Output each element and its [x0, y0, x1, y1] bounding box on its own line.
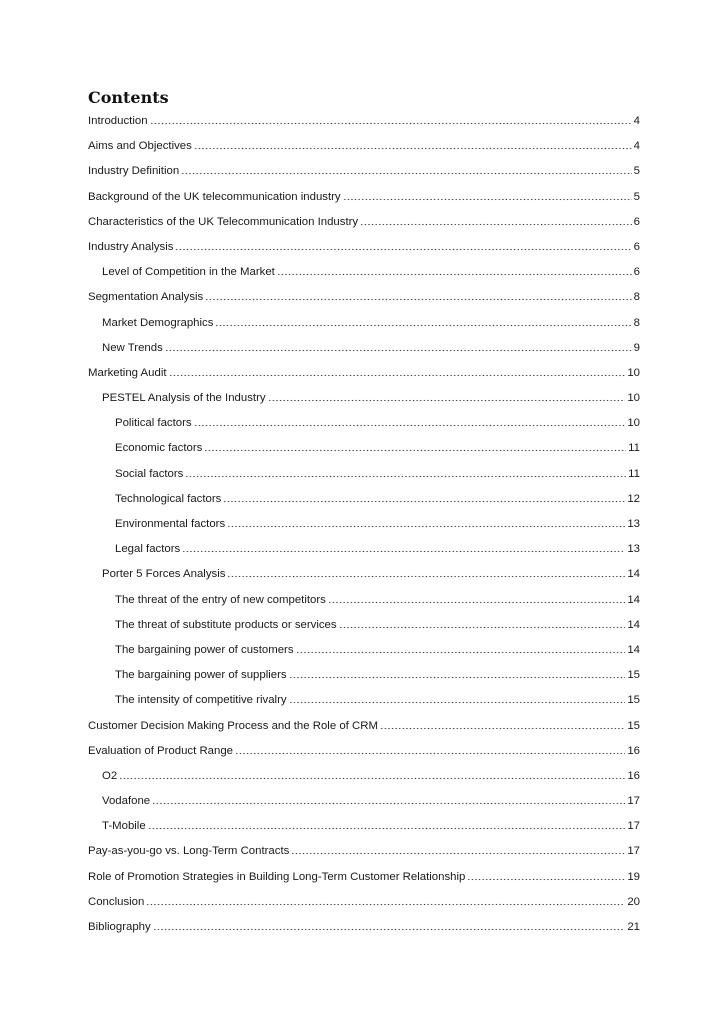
toc-entry-page-number: 5 [633, 190, 640, 203]
toc-dot-leader [291, 841, 625, 855]
toc-entry-page-number: 21 [627, 921, 640, 933]
toc-dot-leader [169, 363, 626, 377]
toc-entry-page-number: 11 [628, 467, 640, 480]
toc-entry[interactable] [88, 790, 640, 815]
toc-entry-label: Characteristics of the UK Telecommunication Industry [88, 215, 359, 228]
toc-entry-label: Introduction [88, 115, 148, 127]
toc-entry-label: Evaluation of Product Range [88, 744, 234, 757]
toc-entry[interactable] [88, 362, 640, 387]
toc-entry[interactable] [88, 689, 640, 714]
toc-dot-leader [343, 187, 632, 201]
toc-entry-label: The threat of the entry of new competitors [115, 593, 326, 606]
toc-dot-leader [223, 489, 625, 503]
toc-dot-leader [181, 161, 631, 175]
toc-entry-label: Bibliography [88, 921, 151, 933]
toc-entry-label: The bargaining power of customers [115, 643, 294, 656]
toc-dot-leader [328, 590, 625, 604]
toc-entry-page-number: 8 [633, 291, 640, 304]
toc-entry[interactable] [88, 160, 640, 185]
toc-entry[interactable] [88, 614, 640, 639]
toc-title: Contents [88, 88, 169, 107]
toc-entry[interactable] [88, 840, 640, 865]
toc-dot-leader [194, 413, 626, 427]
toc-entry-label: Porter 5 Forces Analysis [102, 568, 226, 581]
toc-list [88, 110, 640, 941]
toc-entry-page-number: 13 [627, 543, 640, 556]
toc-entry-page-number: 10 [627, 392, 640, 405]
toc-entry-label: Segmentation Analysis [88, 291, 204, 304]
toc-dot-leader [339, 615, 626, 629]
toc-entry-label: PESTEL Analysis of the Industry [102, 392, 266, 405]
toc-entry-label: Environmental factors [115, 518, 226, 530]
toc-dot-leader [165, 338, 632, 352]
toc-entry-page-number: 14 [627, 643, 640, 656]
toc-entry-page-number: 16 [627, 769, 640, 782]
toc-dot-leader [235, 741, 625, 755]
toc-entry[interactable] [88, 437, 640, 462]
toc-dot-leader [227, 514, 625, 528]
toc-dot-leader [194, 136, 632, 150]
toc-entry[interactable] [88, 412, 640, 437]
toc-entry-page-number: 15 [627, 719, 640, 732]
toc-entry-label: O2 [102, 769, 118, 782]
toc-entry-label: Legal factors [115, 543, 181, 556]
toc-entry[interactable] [88, 488, 640, 513]
toc-dot-leader [153, 917, 626, 931]
toc-dot-leader [150, 111, 632, 125]
toc-entry-label: Industry Analysis [88, 240, 174, 253]
toc-entry-label: The threat of substitute products or services [115, 618, 337, 631]
toc-entry[interactable] [88, 538, 640, 563]
toc-entry-page-number: 13 [627, 518, 640, 530]
toc-entry-page-number: 15 [627, 694, 640, 707]
toc-dot-leader [289, 665, 626, 679]
toc-entry[interactable] [88, 866, 640, 891]
toc-entry[interactable] [88, 765, 640, 790]
toc-entry[interactable] [88, 211, 640, 236]
toc-entry[interactable] [88, 563, 640, 588]
toc-entry[interactable] [88, 513, 640, 538]
toc-dot-leader [277, 262, 632, 276]
toc-entry-label: Aims and Objectives [88, 140, 192, 153]
toc-entry[interactable] [88, 740, 640, 765]
toc-dot-leader [467, 867, 625, 881]
toc-dot-leader [268, 388, 626, 402]
toc-entry[interactable] [88, 916, 640, 941]
toc-entry-page-number: 12 [627, 492, 640, 505]
toc-entry[interactable] [88, 110, 640, 135]
toc-entry-label: Customer Decision Making Process and the Role of CRM [88, 719, 378, 732]
toc-entry-label: Level of Competition in the Market [102, 266, 275, 279]
toc-entry[interactable] [88, 387, 640, 412]
toc-entry[interactable] [88, 463, 640, 488]
toc-dot-leader [148, 816, 626, 830]
toc-entry-label: New Trends [102, 341, 163, 354]
toc-dot-leader [380, 716, 625, 730]
toc-entry[interactable] [88, 312, 640, 337]
toc-entry[interactable] [88, 715, 640, 740]
toc-dot-leader [227, 564, 625, 578]
toc-entry-page-number: 19 [627, 870, 640, 883]
toc-entry-label: The intensity of competitive rivalry [115, 694, 287, 707]
toc-dot-leader [296, 640, 626, 654]
toc-entry[interactable] [88, 891, 640, 916]
toc-dot-leader [205, 287, 631, 301]
toc-entry-page-number: 20 [627, 895, 640, 908]
toc-entry-label: Political factors [115, 417, 192, 430]
toc-entry-page-number: 9 [633, 341, 640, 354]
toc-entry-label: T-Mobile [102, 820, 146, 833]
toc-entry-label: Pay-as-you-go vs. Long-Term Contracts [88, 845, 290, 858]
toc-entry[interactable] [88, 337, 640, 362]
toc-dot-leader [360, 212, 632, 226]
toc-entry-label: Marketing Audit [88, 366, 167, 379]
toc-entry-page-number: 17 [627, 820, 640, 833]
toc-dot-leader [289, 690, 626, 704]
toc-entry-label: Technological factors [115, 492, 222, 505]
toc-entry-label: Social factors [115, 467, 184, 480]
toc-entry-page-number: 4 [633, 140, 640, 153]
toc-entry-page-number: 5 [633, 165, 640, 178]
toc-dot-leader [185, 464, 626, 478]
toc-entry[interactable] [88, 135, 640, 160]
toc-entry-page-number: 14 [627, 618, 640, 631]
toc-entry[interactable] [88, 664, 640, 689]
toc-entry[interactable] [88, 261, 640, 286]
toc-entry-page-number: 11 [628, 442, 640, 455]
toc-entry-page-number: 17 [627, 795, 640, 808]
toc-entry-page-number: 14 [627, 568, 640, 581]
toc-entry-label: The bargaining power of suppliers [115, 669, 287, 682]
toc-dot-leader [146, 892, 625, 906]
toc-entry-page-number: 14 [627, 593, 640, 606]
toc-entry-page-number: 8 [633, 316, 640, 329]
toc-dot-leader [119, 766, 625, 780]
toc-entry-page-number: 6 [633, 215, 640, 228]
toc-dot-leader [152, 791, 625, 805]
toc-entry-label: Industry Definition [88, 165, 180, 178]
toc-entry[interactable] [88, 286, 640, 311]
toc-entry[interactable] [88, 236, 640, 261]
toc-entry-page-number: 16 [627, 744, 640, 757]
toc-entry[interactable] [88, 815, 640, 840]
toc-entry-page-number: 6 [633, 240, 640, 253]
toc-entry-page-number: 10 [627, 417, 640, 430]
toc-dot-leader [175, 237, 631, 251]
toc-entry[interactable] [88, 639, 640, 664]
toc-entry[interactable] [88, 186, 640, 211]
toc-dot-leader [182, 539, 625, 553]
toc-entry-label: Economic factors [115, 442, 203, 455]
toc-entry-label: Background of the UK telecommunication industry [88, 190, 341, 203]
toc-entry-page-number: 10 [627, 366, 640, 379]
toc-entry-page-number: 4 [633, 115, 640, 127]
toc-entry-label: Market Demographics [102, 316, 214, 329]
toc-entry-page-number: 15 [627, 669, 640, 682]
toc-entry-page-number: 6 [633, 266, 640, 279]
toc-entry[interactable] [88, 589, 640, 614]
toc-dot-leader [204, 438, 626, 452]
toc-dot-leader [215, 313, 631, 327]
toc-entry-label: Role of Promotion Strategies in Building Long-Term Customer Relationship [88, 870, 466, 883]
toc-entry-page-number: 17 [627, 845, 640, 858]
toc-entry-label: Conclusion [88, 895, 145, 908]
toc-entry-label: Vodafone [102, 795, 151, 808]
